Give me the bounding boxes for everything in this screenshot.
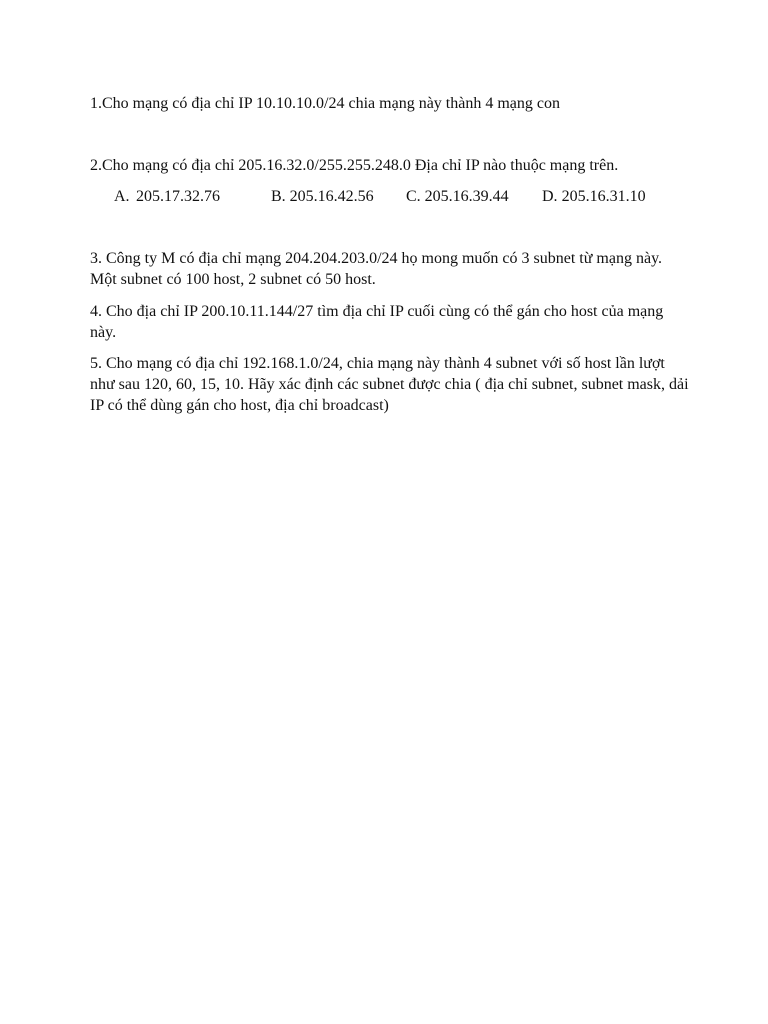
question-2: 2.Cho mạng có địa chỉ 205.16.32.0/255.255.248.0 Địa chỉ IP nào thuộc mạng trên. — [90, 157, 619, 174]
choice-b-letter: B. — [271, 188, 286, 205]
choice-a-text: 205.17.32.76 — [136, 188, 220, 205]
question-4: 4. Cho địa chỉ IP 200.10.11.144/27 tìm địa chỉ IP cuối cùng có thể gán cho host của mạng này. — [90, 303, 664, 341]
choice-b — [271, 186, 374, 207]
question-3: 3. Công ty M có địa chỉ mạng 204.204.203.0/24 họ mong muốn có 3 subnet từ mạng này. Một subnet có 100 host, 2 subnet có 50 host. — [90, 250, 663, 288]
choice-d — [542, 186, 646, 207]
choice-d-text: 205.16.31.10 — [561, 188, 646, 205]
question-2-choices — [114, 186, 674, 207]
choice-c-text: 205.16.39.44 — [424, 188, 509, 205]
question-5: 5. Cho mạng có địa chỉ 192.168.1.0/24, chia mạng này thành 4 subnet với số host lần lượt như sau 120, 60, 15, 10. Hãy xác định các subnet được chia ( địa chỉ subnet, subnet mask, dải IP có thể dùng gán cho host, địa chỉ broadcast) — [90, 355, 689, 414]
choice-a — [114, 186, 220, 207]
question-1: 1.Cho mạng có địa chỉ IP 10.10.10.0/24 chia mạng này thành 4 mạng con — [90, 95, 560, 112]
choice-d-letter: D. — [542, 188, 558, 205]
choice-a-letter: A. — [114, 188, 130, 205]
choice-c — [406, 186, 509, 207]
choice-c-letter: C. — [406, 188, 421, 205]
choice-b-text: 205.16.42.56 — [289, 188, 374, 205]
